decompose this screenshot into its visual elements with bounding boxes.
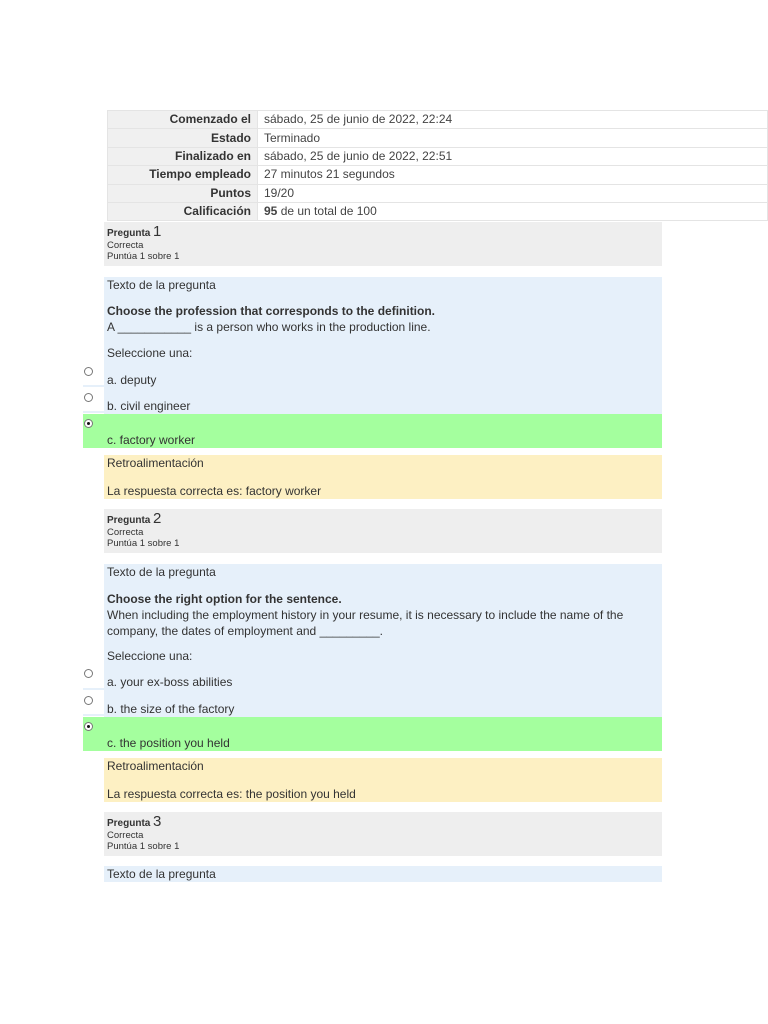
summary-label: Finalizado en: [108, 147, 258, 165]
question-status: Correcta: [107, 830, 144, 841]
summary-label: Comenzado el: [108, 111, 258, 129]
question-text-label: Texto de la pregunta: [107, 565, 216, 579]
question-status: Correcta: [107, 527, 144, 538]
feedback-label: Retroalimentación: [107, 456, 204, 470]
summary-row: [108, 111, 768, 129]
summary-row: [108, 184, 768, 202]
question-number: 2: [152, 510, 162, 527]
question-label: Pregunta: [107, 818, 151, 829]
option-c-label[interactable]: c. the position you held: [107, 736, 230, 750]
option-b-radio[interactable]: [84, 393, 93, 402]
option-a-radio[interactable]: [84, 367, 93, 376]
option-b-radio[interactable]: [84, 696, 93, 705]
question-number: 3: [152, 813, 162, 830]
grade-total: de un total de 100: [277, 204, 377, 219]
correct-answer-text: La respuesta correcta es: factory worker: [107, 484, 322, 498]
question-number: 1: [152, 223, 162, 240]
summary-row: [108, 202, 768, 220]
question-label: Pregunta: [107, 228, 151, 239]
option-a-label[interactable]: a. your ex-boss abilities: [107, 675, 233, 689]
option-divider: [83, 385, 104, 387]
option-divider: [83, 411, 104, 413]
question-score: Puntúa 1 sobre 1: [107, 538, 180, 549]
summary-value: 27 minutos 21 segundos: [258, 166, 768, 184]
summary-label: Calificación: [108, 202, 258, 220]
option-b-label[interactable]: b. the size of the factory: [107, 702, 235, 716]
summary-row: [108, 166, 768, 184]
question-label: Pregunta: [107, 515, 151, 526]
question-2-info: [104, 509, 662, 553]
summary-label: Tiempo empleado: [108, 166, 258, 184]
question-score: Puntúa 1 sobre 1: [107, 841, 180, 852]
summary-value: [258, 202, 768, 220]
question-1-info: [104, 222, 662, 266]
option-divider: [83, 714, 104, 716]
question-text: When including the employment history in your resume, it is necessary to include the name of the company, the dates of employment and _________.: [107, 608, 624, 638]
question-2-text-block: [104, 564, 662, 717]
summary-row: [108, 147, 768, 165]
summary-label: Puntos: [108, 184, 258, 202]
question-status: Correcta: [107, 240, 144, 251]
question-2-feedback: [104, 758, 662, 802]
question-prompt: Choose the right option for the sentence.: [107, 592, 342, 606]
summary-value: Terminado: [258, 129, 768, 147]
summary-value: 19/20: [258, 184, 768, 202]
option-b-label[interactable]: b. civil engineer: [107, 399, 191, 413]
select-one-label: Seleccione una:: [107, 649, 193, 663]
question-1-feedback: [104, 455, 662, 499]
option-c-radio[interactable]: [84, 419, 93, 428]
question-text-label: Texto de la pregunta: [107, 867, 216, 881]
question-3-info: [104, 812, 662, 856]
summary-value: sábado, 25 de junio de 2022, 22:24: [258, 111, 768, 129]
summary-row: [108, 129, 768, 147]
question-3-text-block: [104, 866, 662, 882]
option-a-radio[interactable]: [84, 669, 93, 678]
correct-answer-text: La respuesta correcta es: the position you held: [107, 787, 356, 801]
attempt-summary-table: [107, 110, 768, 221]
feedback-label: Retroalimentación: [107, 759, 204, 773]
option-a-label[interactable]: a. deputy: [107, 373, 157, 387]
option-divider: [83, 688, 104, 690]
question-prompt: Choose the profession that corresponds to the definition.: [107, 304, 436, 318]
question-1-text-block: [104, 277, 662, 414]
question-score: Puntúa 1 sobre 1: [107, 251, 180, 262]
option-c-label[interactable]: c. factory worker: [107, 433, 196, 447]
option-c-radio[interactable]: [84, 722, 93, 731]
question-text: A ___________ is a person who works in the production line.: [107, 320, 431, 334]
grade-value: 95: [264, 204, 278, 219]
summary-label: Estado: [108, 129, 258, 147]
select-one-label: Seleccione una:: [107, 346, 193, 360]
summary-value: sábado, 25 de junio de 2022, 22:51: [258, 147, 768, 165]
question-text-label: Texto de la pregunta: [107, 278, 216, 292]
